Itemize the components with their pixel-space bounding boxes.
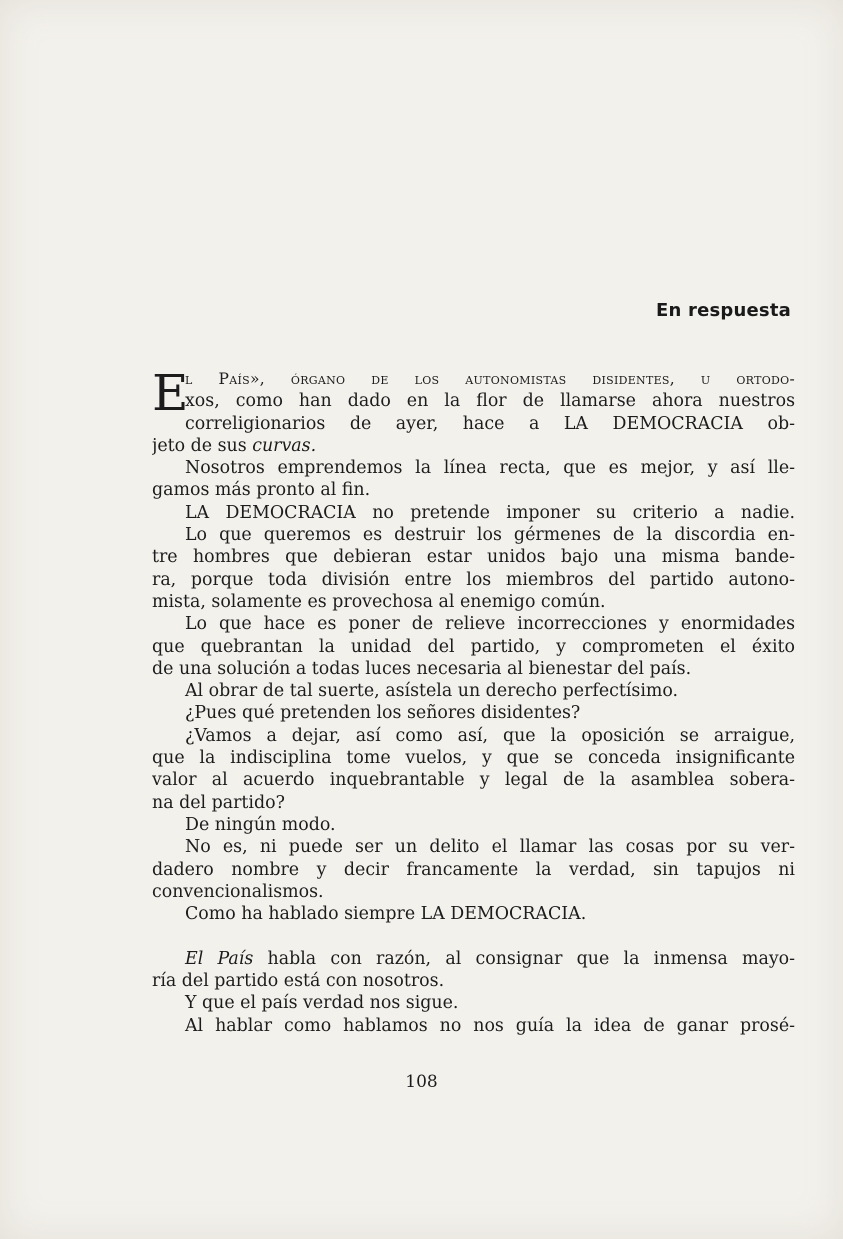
body-text [152, 368, 795, 1037]
page-number: 108 [405, 1072, 438, 1092]
text-line: Nosotros emprendemos la línea recta, que es mejor, y así lle- [185, 458, 795, 479]
text-line: valor al acuerdo inquebrantable y legal de la asamblea sobera- [152, 770, 795, 791]
text-line: ¿Vamos a dejar, así como así, que la oposición se arraigue, [185, 725, 795, 746]
opening-line-3: correligionarios de ayer, hace a LA DEMOCRACIA ob- [185, 413, 795, 434]
text-line: No es, ni puede ser un delito el llamar las cosas por su ver- [185, 837, 795, 858]
second-line-1-text: habla con razón, al consignar que la inmensa mayo- [253, 948, 795, 969]
text-line: Lo que hace es poner de relieve incorrecciones y enormidades [185, 614, 795, 635]
text-line: que quebrantan la unidad del partido, y comprometen el éxito [152, 636, 795, 657]
text-line: de una solución a todas luces necesaria al bienestar del país. [152, 658, 692, 679]
text-line: gamos más pronto al fin. [152, 480, 371, 501]
text-line: que la indisciplina tome vuelos, y que se conceda insignificante [152, 748, 795, 769]
text-line: na del partido? [152, 792, 285, 813]
text-line: convencionalismos. [152, 881, 324, 902]
second-line-3: Y que el país verdad nos sigue. [185, 993, 459, 1014]
second-line-1 [152, 948, 795, 970]
paragraph-gap [152, 925, 795, 947]
second-line-2: ría del partido está con nosotros. [152, 971, 445, 992]
text-line: tre hombres que debieran estar unidos bajo una misma bande- [152, 547, 795, 568]
second-line-4: Al hablar como hablamos no nos guía la idea de ganar prosé- [185, 1015, 795, 1036]
text-line: De ningún modo. [185, 814, 336, 835]
opening-line-1: l País», órgano de los autonomistas disidentes, u ortodo- [185, 370, 795, 388]
article-heading: En respuesta [656, 300, 791, 321]
text-line: Como ha hablado siempre LA DEMOCRACIA. [185, 904, 587, 925]
text-line: Lo que queremos es destruir los gérmenes de la discordia en- [185, 525, 795, 546]
el-pais-italic: El País [185, 948, 254, 969]
text-line: dadero nombre y decir francamente la verdad, sin tapujos ni [152, 859, 795, 880]
text-line: ra, porque toda división entre los miembros del partido autono- [152, 569, 795, 590]
drop-cap: E [152, 364, 189, 422]
text-line: ¿Pues qué pretenden los señores disidentes? [185, 703, 581, 724]
text-line: Al obrar de tal suerte, asístela un derecho perfectísimo. [185, 681, 679, 702]
curvas-italic: curvas. [252, 435, 317, 456]
opening-line-2: xos, como han dado en la flor de llamarse ahora nuestros [185, 391, 795, 412]
text-line: mista, solamente es provechosa al enemigo común. [152, 591, 606, 612]
opening-line-4 [152, 435, 795, 457]
opening-line-4-text: jeto de sus [152, 435, 253, 456]
text-line: LA DEMOCRACIA no pretende imponer su criterio a nadie. [185, 502, 795, 523]
